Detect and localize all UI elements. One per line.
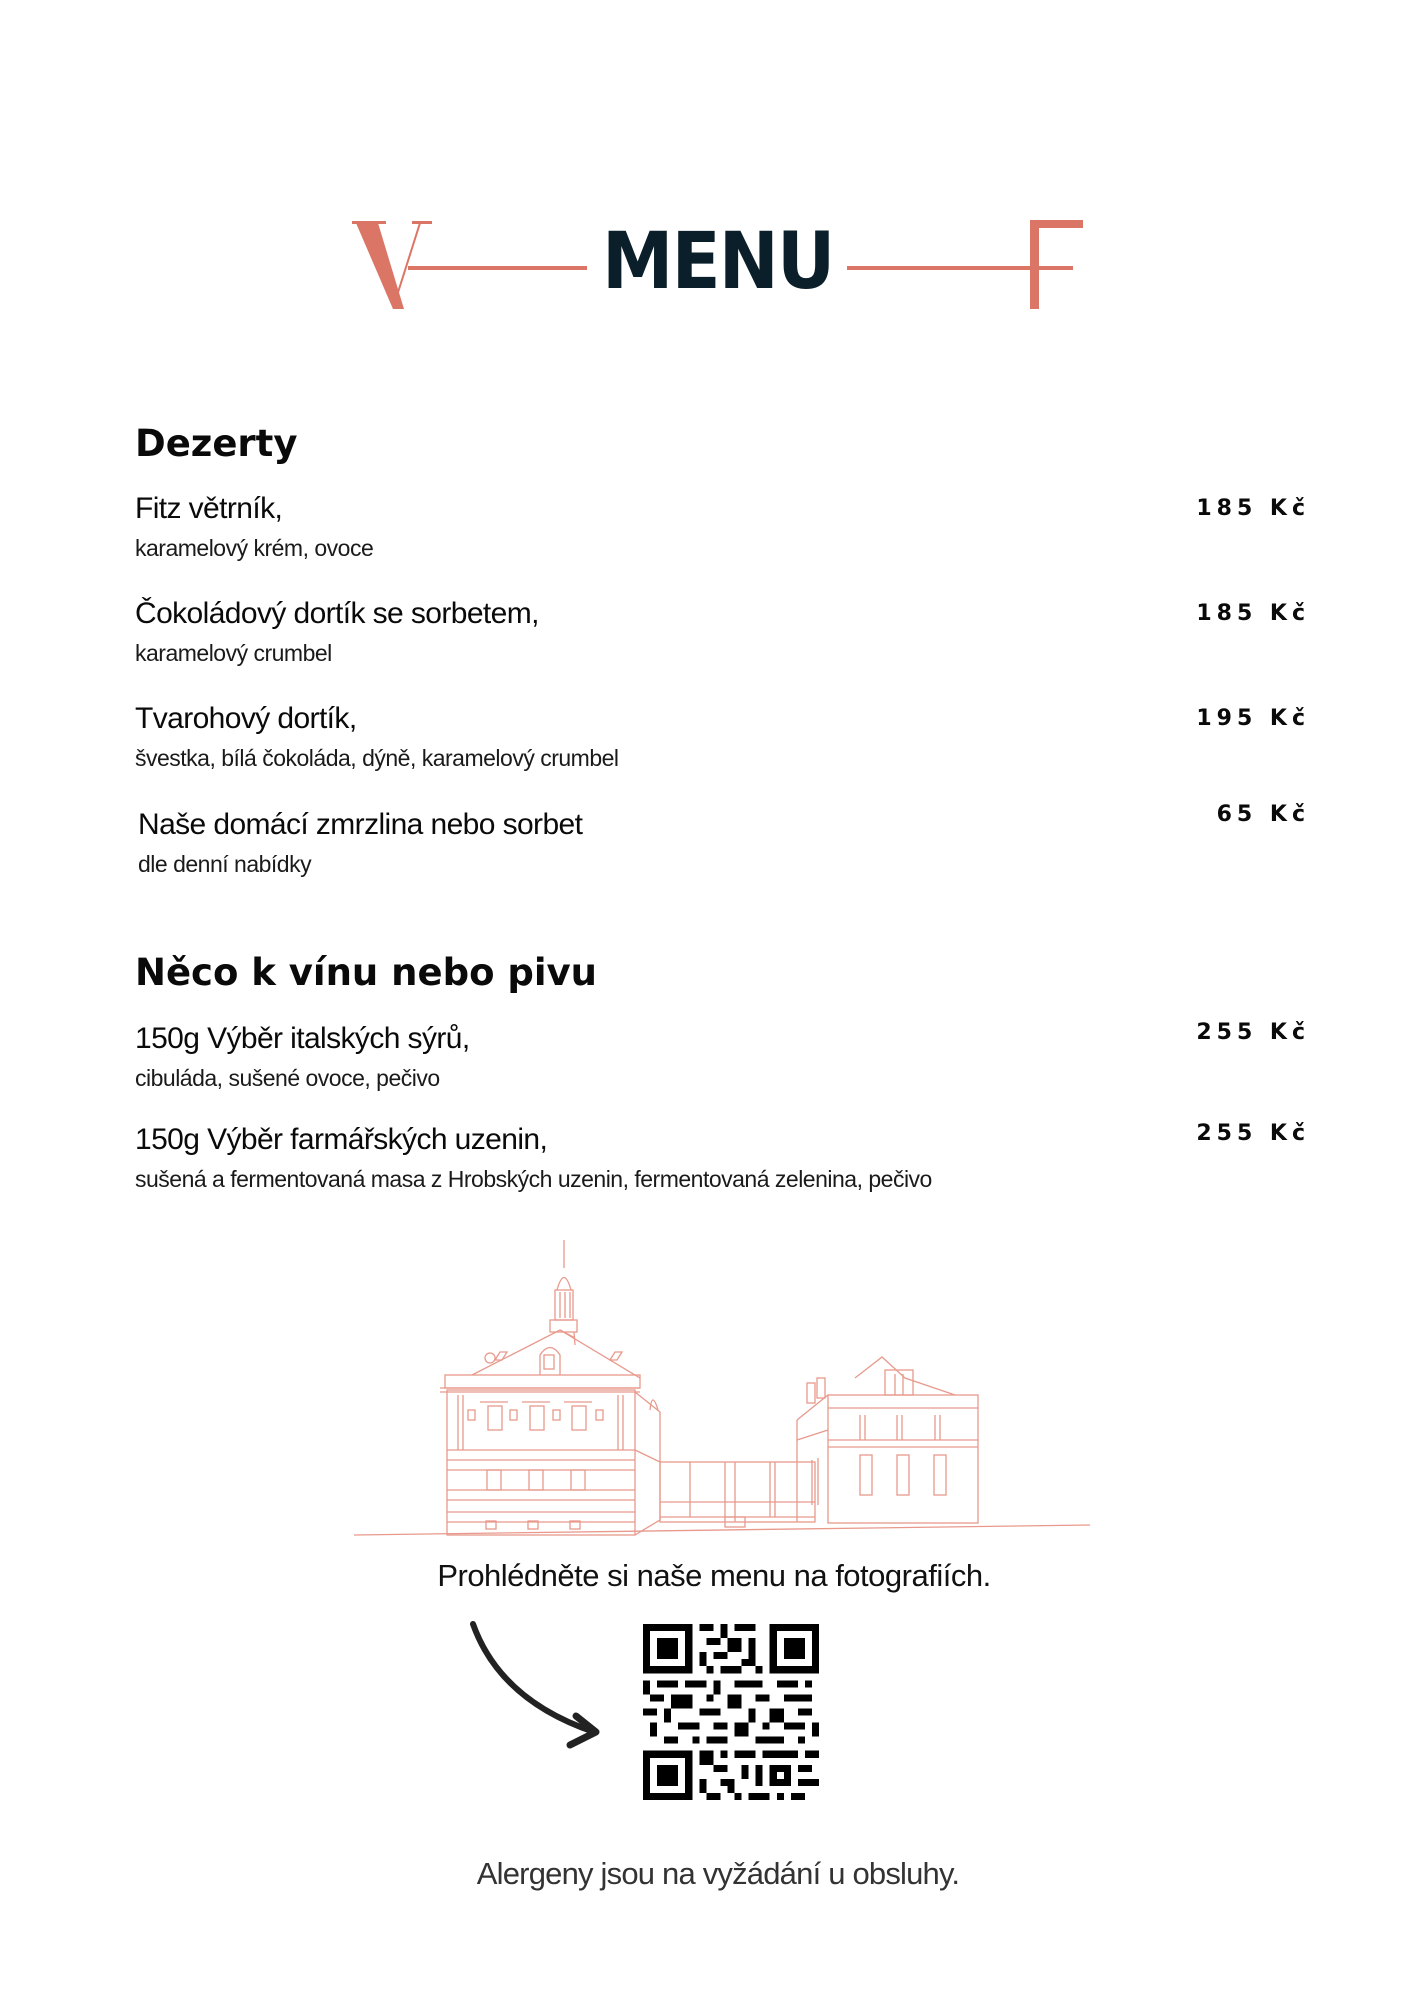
menu-item: [135, 492, 1310, 572]
item-description: cibuláda, sušené ovoce, pečivo: [135, 1065, 440, 1091]
section-title-dezerty: Dezerty: [135, 422, 298, 465]
item-price: 185 Kč: [1196, 601, 1310, 626]
monogram-v-icon: [352, 221, 432, 309]
item-name: Čokoládový dortík se sorbetem,: [135, 597, 539, 630]
menu-item: [135, 702, 1310, 782]
item-name: Tvarohový dortík,: [135, 702, 357, 735]
item-price: 255 Kč: [1196, 1020, 1310, 1045]
monogram-f-icon: [1030, 220, 1083, 309]
menu-item: [135, 802, 1310, 888]
menu-item: [135, 597, 1310, 677]
photo-menu-cta: Prohlédněte si naše menu na fotografiích.: [437, 1558, 991, 1593]
allergens-note: Alergeny jsou na vyžádání u obsluhy.: [476, 1856, 960, 1891]
item-price: 255 Kč: [1196, 1121, 1310, 1146]
menu-item: [135, 1022, 1310, 1102]
page-title: MENU: [602, 217, 834, 307]
item-name: 150g Výběr italských sýrů,: [135, 1022, 470, 1055]
section-title-wine-beer: Něco k vínu nebo pivu: [135, 951, 597, 994]
qr-code-icon[interactable]: [643, 1624, 819, 1800]
item-price: 185 Kč: [1196, 496, 1310, 521]
item-name: 150g Výběr farmářských uzenin,: [135, 1123, 548, 1156]
item-description: karamelový crumbel: [135, 640, 332, 666]
item-name: Fitz větrník,: [135, 492, 283, 525]
item-description: karamelový krém, ovoce: [135, 535, 374, 561]
menu-item: [135, 1123, 1310, 1203]
item-description: dle denní nabídky: [138, 851, 312, 877]
item-description: švestka, bílá čokoláda, dýně, karamelový crumbel: [135, 745, 619, 771]
item-price: 195 Kč: [1196, 706, 1310, 731]
item-price: 65 Kč: [1216, 802, 1310, 827]
item-name: Naše domácí zmrzlina nebo sorbet: [138, 808, 583, 841]
item-description: sušená a fermentovaná masa z Hrobských uzenin, fermentovaná zelenina, pečivo: [135, 1166, 932, 1192]
curved-arrow-icon: [460, 1610, 620, 1750]
building-illustration-icon: [350, 1240, 1110, 1550]
